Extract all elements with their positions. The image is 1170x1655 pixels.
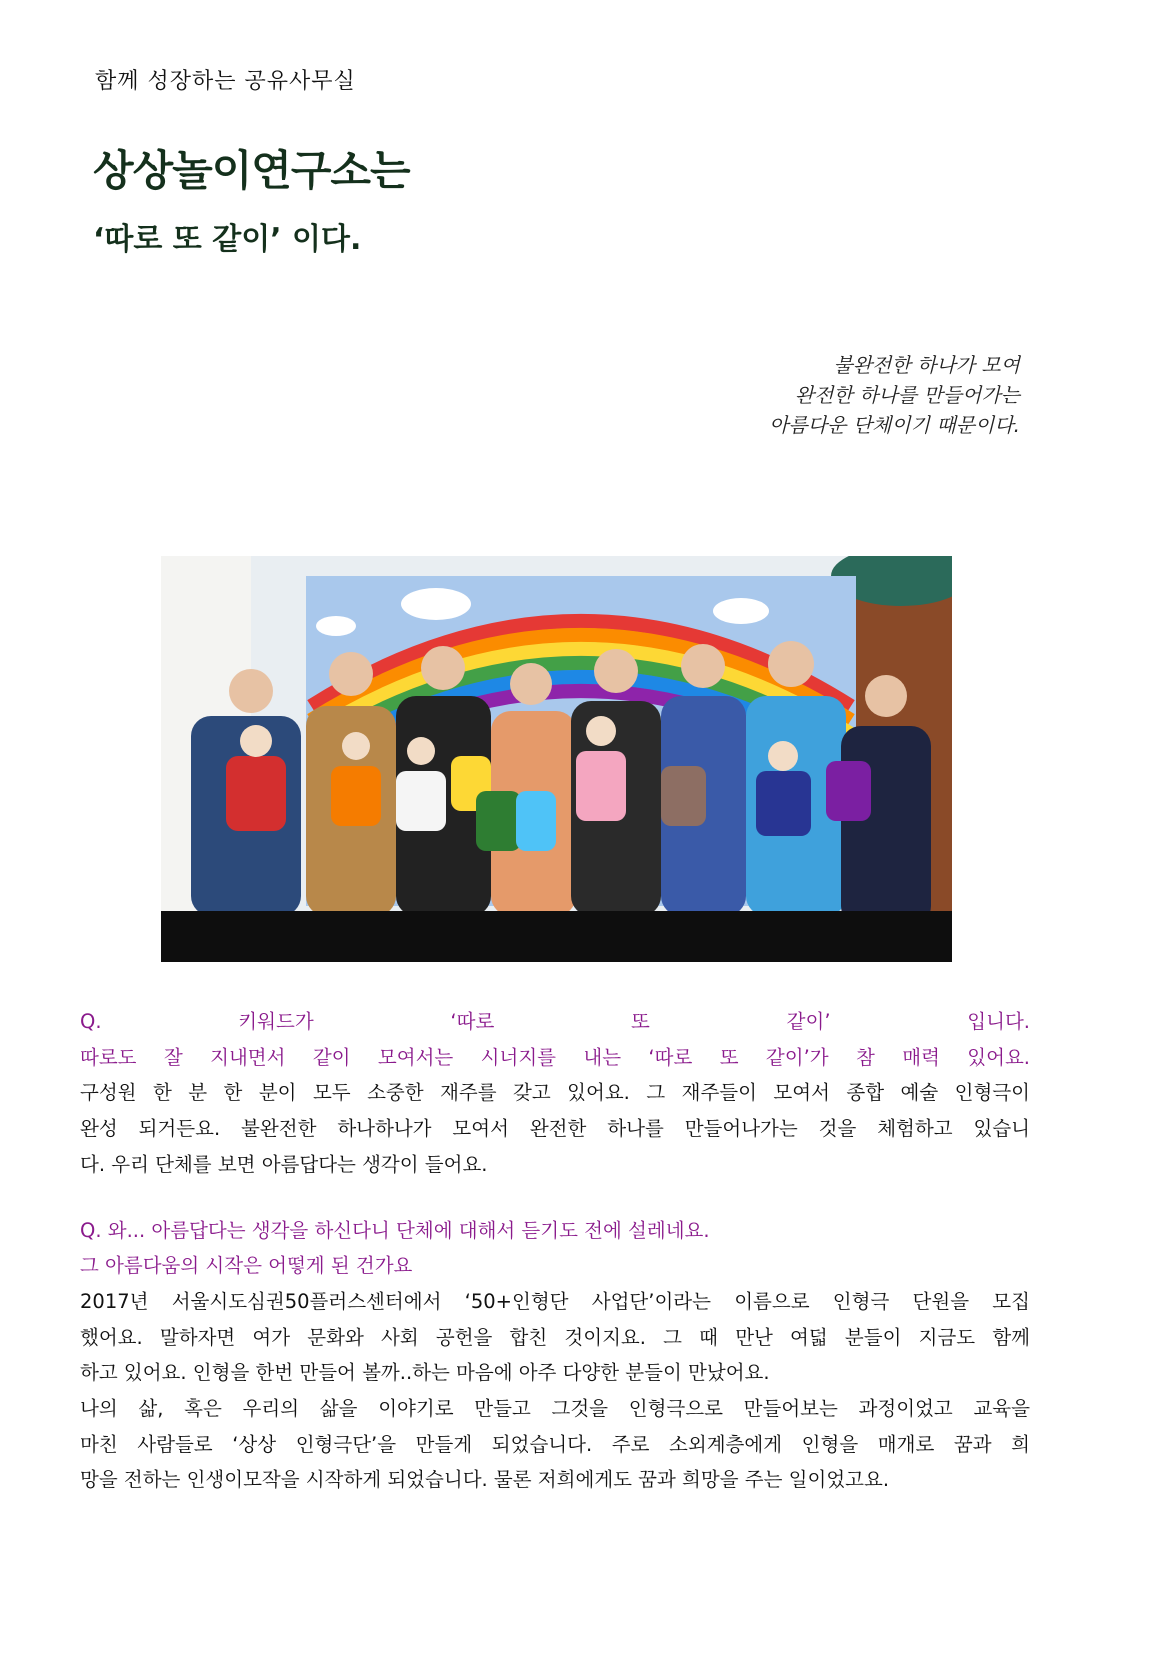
- question-line: 따로도 잘 지내면서 같이 모여서는 시너지를 내는 ‘따로 또 같이’가 참 매력 있어요.: [80, 1045, 1030, 1069]
- answer-line: 했어요. 말하자면 여가 문화와 사회 공헌을 합친 것이지요. 그 때 만난 여덟 분들이 지금도 함께: [80, 1325, 1030, 1349]
- answer-line: 마친 사람들로 ‘상상 인형극단’을 만들게 되었습니다. 주로 소외계층에게 인형을 매개로 꿈과 희: [80, 1432, 1030, 1456]
- answer-line: 망을 전하는 인생이모작을 시작하게 되었습니다. 물론 저희에게도 꿈과 희망을 주는 일이었고요.: [80, 1468, 890, 1492]
- page-title-line2: ‘따로 또 같이’ 이다.: [93, 222, 362, 257]
- group-photo: [161, 556, 952, 962]
- page-subtitle: 함께 성장하는 공유사무실: [95, 69, 356, 94]
- question-line: 그 아름다움의 시작은 어떻게 된 건가요: [80, 1254, 413, 1278]
- quote-line: 아름다운 단체이기 때문이다.: [769, 413, 1020, 437]
- pull-quote: [769, 350, 1020, 440]
- answer-line: 하고 있어요. 인형을 한번 만들어 볼까..하는 마음에 아주 다양한 분들이 만났어요.: [80, 1361, 770, 1385]
- quote-line: 완전한 하나를 만들어가는: [794, 383, 1020, 407]
- answer-line: 구성원 한 분 한 분이 모두 소중한 재주를 갖고 있어요. 그 재주들이 모여서 종합 예술 인형극이: [80, 1081, 1030, 1105]
- answer-line: 완성 되거든요. 불완전한 하나하나가 모여서 완전한 하나를 만들어나가는 것을 체험하고 있습니: [80, 1117, 1030, 1141]
- interview-body: [80, 1004, 1030, 1498]
- page-title: 상상놀이연구소는: [93, 146, 410, 195]
- qa-section: [80, 1004, 1030, 1183]
- group-photo-image: [161, 556, 952, 962]
- answer-line: 나의 삶, 혹은 우리의 삶을 이야기로 만들고 그것을 인형극으로 만들어보는 과정이었고 교육을: [80, 1397, 1030, 1421]
- answer-line: 2017년 서울시도심권50플러스센터에서 ‘50+인형단 사업단’이라는 이름으로 인형극 단원을 모집: [80, 1289, 1030, 1313]
- question-line: Q. 키워드가 ‘따로 또 같이’ 입니다.: [80, 1010, 1030, 1033]
- qa-section: [80, 1213, 1030, 1499]
- quote-line: 불완전한 하나가 모여: [833, 353, 1020, 377]
- question-line: Q. 와... 아름답다는 생각을 하신다니 단체에 대해서 듣기도 전에 설레네요.: [80, 1218, 710, 1242]
- answer-line: 다. 우리 단체를 보면 아름답다는 생각이 들어요.: [80, 1152, 488, 1176]
